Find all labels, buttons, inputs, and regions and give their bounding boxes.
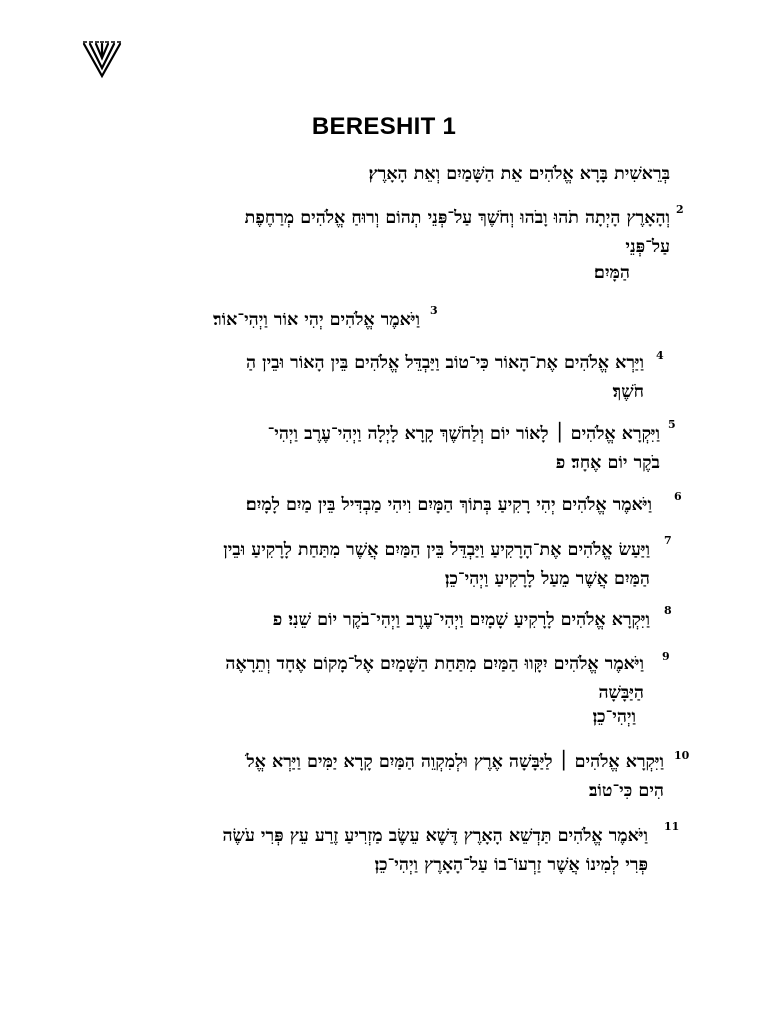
verse-line: וַיַּרְא אֱלֹהִים אֶת־הָאוֹר כִּי־טוֹב וַיַּבְדֵּל אֱלֹהִים בֵּין הָאוֹר וּבֵין הַ [245, 353, 644, 373]
verse-3 [104, 306, 420, 335]
page-title: BERESHIT 1 [311, 113, 457, 140]
verse-line: וַיִּקְרָא אֱלֹהִים ׀ לַיַּבָּשָׁה אֶרֶץ וּלְמִקְוֵה הַמַּיִם קָרָא יַמִּים וַיַּרְא אֱלֹ [246, 752, 664, 772]
verse-7 [104, 536, 650, 594]
verse-number: 9 [662, 650, 670, 663]
verse-6 [104, 491, 652, 520]
verse-number: 8 [664, 604, 672, 617]
verse-line: חֹשֶׁךְ׃ [612, 382, 644, 402]
verse-2 [104, 204, 670, 262]
verse-line: עַל־פְּנֵי [625, 237, 670, 257]
verse-line: בֹקֶר יוֹם אֶחָד׃ פ [555, 453, 660, 473]
verse-number: 3 [430, 304, 438, 317]
verse-number: 6 [674, 490, 682, 503]
verse-line: פְּרִי לְמִינוֹ אֲשֶׁר זַרְעוֹ־בוֹ עַל־הָאָרֶץ וַיְהִי־כֵן׃ [374, 855, 648, 875]
verse-line: וְהָאָרֶץ הָיְתָה תֹהוּ וָבֹהוּ וְחֹשֶׁךְ עַל־פְּנֵי תְהוֹם וְרוּחַ אֱלֹהִים מְרַחֶפֶת [244, 208, 670, 228]
verse-11 [104, 822, 648, 880]
verse-number: 11 [664, 820, 680, 833]
verse-line: וַיֹּאמֶר אֱלֹהִים יְהִי אוֹר וַיְהִי־אוֹר׃ [213, 310, 420, 330]
verse-line: וַיֹּאמֶר אֱלֹהִים יִקָּווּ הַמַּיִם מִתַּחַת הַשָּׁמַיִם אֶל־מָקוֹם אֶחָד וְתֵרָאֶה [225, 654, 644, 674]
verse-4 [104, 349, 644, 407]
verse-8 [104, 606, 650, 635]
verse-number: 4 [656, 349, 664, 362]
verse-5 [104, 420, 660, 478]
verse-line: הַמַּיִם אֲשֶׁר מֵעַל לָרָקִיעַ וַיְהִי־כֵן׃ [444, 569, 650, 589]
verse-line: וַיֹּאמֶר אֱלֹהִים תַּדְשֵׁא הָאָרֶץ דֶּשֶׁא עֵשֶׂב מַזְרִיעַ זֶרַע עֵץ פְּרִי עֹשֶׂה [222, 826, 648, 846]
menorah-icon [80, 40, 124, 80]
verse-1 [104, 160, 670, 189]
verse-line: וַיַּעַשׂ אֱלֹהִים אֶת־הָרָקִיעַ וַיַּבְדֵּל בֵּין הַמַּיִם אֲשֶׁר מִתַּחַת לָרָקִיעַ וּבֵין [223, 540, 650, 560]
verse-number: 2 [676, 203, 684, 216]
verse-9 [104, 650, 644, 708]
verse-number: 5 [668, 418, 676, 431]
verse-line: וַיִּקְרָא אֱלֹהִים ׀ לָאוֹר יוֹם וְלַחֹשֶׁךְ קָרָא לָיְלָה וַיְהִי־עֶרֶב וַיְהִי־ [267, 424, 660, 444]
verse-tail: וַיְהִי־כֵן׃ [592, 707, 636, 727]
verse-line: וַיִּקְרָא אֱלֹהִים לָרָקִיעַ שָׁמָיִם וַיְהִי־עֶרֶב וַיְהִי־בֹקֶר יוֹם שֵׁנִי׃ פ [272, 610, 650, 630]
verse-line: הַיַּבָּשָׁה [598, 683, 644, 703]
verse-line: בְּרֵאשִׁית בָּרָא אֱלֹהִים אֵת הַשָּׁמַיִם וְאֵת הָאָרֶץ׃ [368, 164, 670, 184]
verse-line: וַיֹּאמֶר אֱלֹהִים יְהִי רָקִיעַ בְּתוֹךְ הַמָּיִם וִיהִי מַבְדִּיל בֵּין מַיִם לָמָיִם׃ [245, 495, 652, 515]
verse-number: 10 [674, 749, 690, 762]
verse-line: הִים כִּי־טוֹב׃ [589, 781, 664, 801]
verse-10 [104, 748, 664, 806]
verse-tail: הַמָּיִם׃ [594, 263, 630, 283]
verse-number: 7 [664, 534, 672, 547]
